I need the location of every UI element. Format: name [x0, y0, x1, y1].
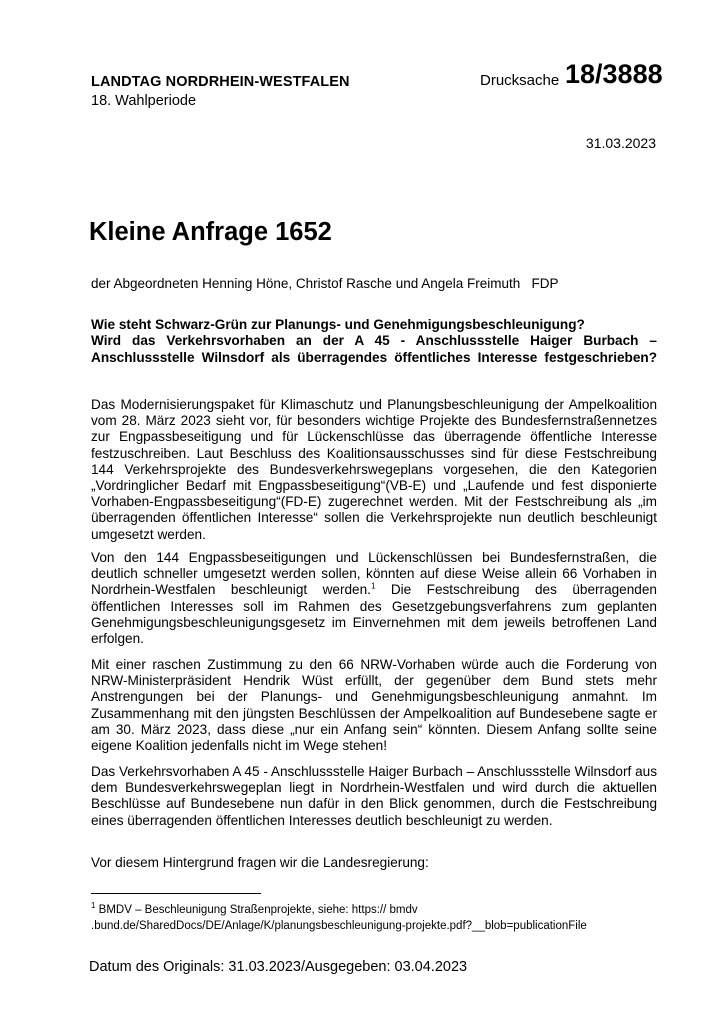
footnote-divider	[91, 893, 261, 894]
drucksache-label: Drucksache	[480, 72, 560, 89]
footnote-text-1: BMDV – Beschleunigung Straßenprojekte, siehe: https:// bmdv	[95, 903, 418, 916]
footnote-marker: 1	[91, 901, 96, 910]
paragraph-5: Vor diesem Hintergrund fragen wir die Landesregierung:	[91, 855, 429, 870]
paragraph-2-text-b: Die Festschreibung des überragenden öffentlichen Interesses soll im Rahmen des Gesetzgebungsverfahrens zum geplanten Genehmigungsbeschleunigungsgesetz im Einvernehmen mit dem jeweils betroffenen Land erfolgen.	[91, 582, 657, 647]
original-date-footer: Datum des Originals: 31.03.2023/Ausgegeben: 03.04.2023	[89, 959, 468, 975]
footnote-line-2: .bund.de/SharedDocs/DE/Anlage/K/planungsbeschleunigung-projekte.pdf?__blob=publicationFile	[91, 920, 587, 933]
page-title: Kleine Anfrage 1652	[89, 218, 332, 246]
footnote-line-1	[91, 898, 657, 918]
question-line-1: Wie steht Schwarz-Grün zur Planungs- und Genehmigungsbeschleunigung?	[91, 317, 585, 332]
legislative-period: 18. Wahlperiode	[91, 93, 197, 109]
question-line-3: Anschlussstelle Wilnsdorf als überragendes öffentliches Interesse festgeschrieben?	[91, 349, 657, 365]
question-line-2: Wird das Verkehrsvorhaben an der A 45 - Anschlussstelle Haiger Burbach –	[91, 333, 657, 349]
parliament-name: LANDTAG NORDRHEIN-WESTFALEN	[91, 74, 350, 90]
footnote-reference: 1	[370, 581, 376, 591]
paragraph-2	[91, 550, 657, 647]
document-date: 31.03.2023	[585, 135, 656, 151]
paragraph-3: Mit einer raschen Zustimmung zu den 66 NRW-Vorhaben würde auch die Forderung von NRW-Ministerpräsident Hendrik Wüst erfüllt, der gegenüber dem Bund stets mehr Anstrengungen bei der Planungs- und Genehmigungsbeschleunigung anmahnt. Im Zusammenhang mit den jüngsten Beschlüssen der Ampelkoalition auf Bundesebene sagte er am 30. März 2023, dass diese „nur ein Anfang sein“ könnten. Diesem Anfang sollte seine eigene Koalition jedenfalls nicht im Wege stehen!	[91, 657, 657, 754]
paragraph-4: Das Verkehrsvorhaben A 45 - Anschlussstelle Haiger Burbach – Anschlussstelle Wilnsdorf aus dem Bundesverkehrswegeplan liegt in Nordrhein-Westfalen und wird durch die aktuellen Beschlüsse auf Bundesebene nun dafür in den Blick genommen, durch die Festschreibung eines überragenden öffentlichen Interesses deutlich beschleunigt zu werden.	[91, 764, 657, 828]
footnote	[91, 898, 657, 935]
paragraph-2-text-a: Von den 144 Engpassbeseitigungen und Lückenschlüssen bei Bundesfernstraßen, die deutlich schneller umgesetzt werden sollen, könnten auf diese Weise allein 66 Vorhaben in Nordrhein-Westfalen beschleunigt werden.	[91, 550, 657, 598]
drucksache-number: 18/3888	[565, 59, 663, 89]
question-heading	[91, 317, 657, 366]
authors-line: der Abgeordneten Henning Höne, Christof Rasche und Angela Freimuth FDP	[91, 276, 559, 291]
paragraph-1: Das Modernisierungspaket für Klimaschutz und Planungsbeschleunigung der Ampelkoalition vom 28. März 2023 sieht vor, für besonders wichtige Projekte des Bundesfernstraßennetzes zur Engpassbeseitigung und für Lückenschlüsse das überragende öffentliche Interesse festzuschreiben. Laut Beschluss des Koalitionsausschusses sind für diese Festschreibung 144 Verkehrsprojekte des Bundesverkehrswegeplans vorgesehen, die den Kategorien „Vordringlicher Bedarf mit Engpassbeseitigung“(VB-E) und „Laufende und fest disponierte Vorhaben-Engpassbeseitigung“(FD-E) zugerechnet werden. Mit der Festschreibung als „im überragenden öffentlichen Interesse“ sollen die Verkehrsprojekte nun deutlich beschleunigt umgesetzt werden.	[91, 397, 657, 542]
